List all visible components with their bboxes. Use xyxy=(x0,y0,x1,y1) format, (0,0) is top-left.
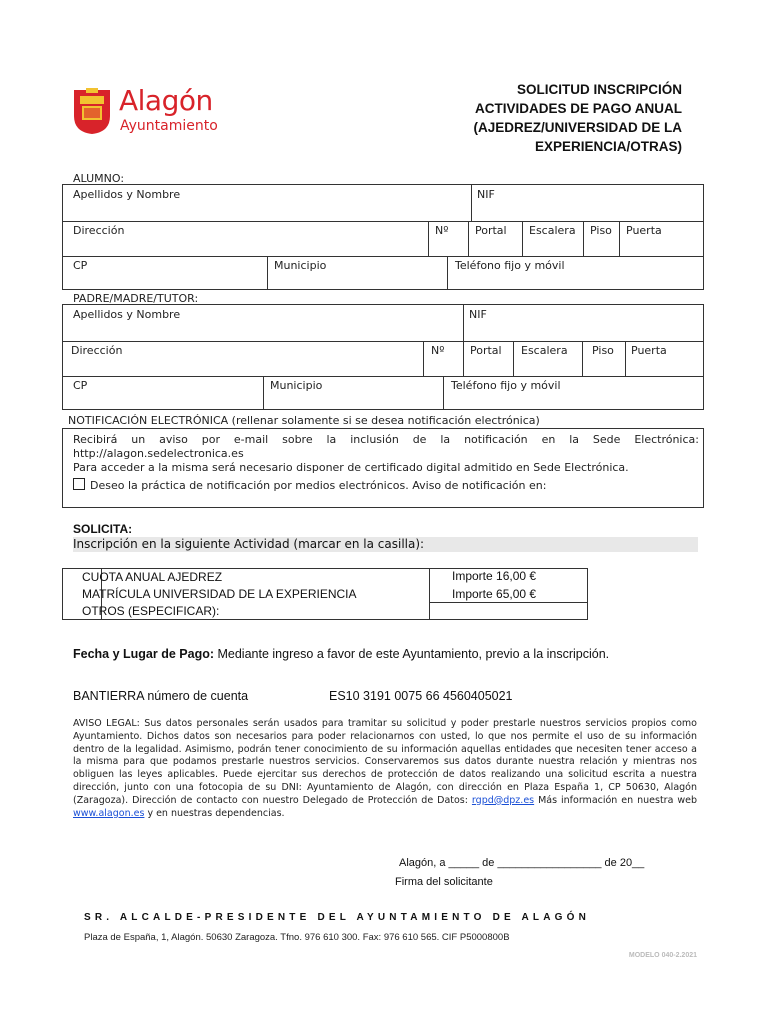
tutor-piso-field[interactable]: Piso xyxy=(592,344,614,357)
tutor-apellidos-field[interactable]: Apellidos y Nombre xyxy=(73,308,181,321)
alumno-portal-field[interactable]: Portal xyxy=(475,224,507,237)
tutor-direccion-field[interactable]: Dirección xyxy=(71,344,123,357)
model-code: MODELO 040-2.2021 xyxy=(628,952,697,959)
alumno-municipio-field[interactable]: Municipio xyxy=(274,259,327,272)
tutor-escalera-field[interactable]: Escalera xyxy=(521,344,568,357)
tutor-table xyxy=(62,304,704,410)
activity-ajedrez[interactable]: CUOTA ANUAL AJEDREZ xyxy=(82,570,223,584)
footer-address: Plaza de España, 1, Alagón. 50630 Zaragoza. Tfno. 976 610 300. Fax: 976 610 565. CIF P5000800B xyxy=(84,932,510,943)
importe-universidad: Importe 65,00 € xyxy=(452,587,537,601)
signature-label: Firma del solicitante xyxy=(395,876,493,888)
notificacion-line-1: Recibirá un aviso por e-mail sobre la inclusión de la notificación en la Sede Electrónica: xyxy=(73,433,699,446)
alumno-num-field[interactable]: Nº xyxy=(435,224,449,237)
notificacion-section-label: NOTIFICACIÓN ELECTRÓNICA (rellenar solamente si se desea notificación electrónica) xyxy=(68,414,540,427)
logo-name: Alagón xyxy=(119,84,213,117)
solicita-subtitle: Inscripción en la siguiente Actividad (marcar en la casilla): xyxy=(73,537,698,552)
page-title: SOLICITUD INSCRIPCIÓN ACTIVIDADES DE PAGO ANUAL (AJEDREZ/UNIVERSIDAD DE LA EXPERIENCIA/OTRAS) xyxy=(473,82,682,154)
alumno-cp-field[interactable]: CP xyxy=(73,259,88,272)
activity-universidad[interactable]: MATRÍCULA UNIVERSIDAD DE LA EXPERIENCIA xyxy=(82,587,357,601)
tutor-nif-field[interactable]: NIF xyxy=(469,308,487,321)
legal-notice: AVISO LEGAL: Sus datos personales serán usados para tramitar su solicitud y poder prestarle nuestros servicios propios como Ayuntamiento. Dichos datos son necesarios para poder relacionarnos con usted, lo que nos permite el uso de su información dentro de la legalidad. Asimismo, podrán tener conocimiento de su información aquellas entidades que necesiten tener acceso a la misma para que podamos prestarle nuestros servicios. Conservaremos sus datos durante nuestra relación y mientras nos obliguen las leyes aplicables. Puede ejercitar sus derechos de protección de datos realizando una solicitud escrita a nuestra dirección, junto con una fotocopia de su DNI: Ayuntamiento de Alagón, con dirección en Plaza España 1, CP 50630, Alagón (Zaragoza). Dirección de contacto con nuestro Delegado de Protección de Datos: rgpd@dpz.es Más información en nuestra web www.alagon.es y en nuestras dependencias. xyxy=(73,718,698,819)
website-link[interactable]: www.alagon.es xyxy=(73,807,145,819)
solicita-title: SOLICITA: xyxy=(73,522,133,536)
alumno-section-label: ALUMNO: xyxy=(73,172,125,185)
alumno-piso-field[interactable]: Piso xyxy=(590,224,612,237)
date-place-line[interactable]: Alagón, a _____ de _________________ de 20__ xyxy=(399,857,645,869)
tutor-num-field[interactable]: Nº xyxy=(431,344,445,357)
dpo-email-link[interactable]: rgpd@dpz.es xyxy=(471,794,535,806)
tutor-municipio-field[interactable]: Municipio xyxy=(270,379,323,392)
alumno-puerta-field[interactable]: Puerta xyxy=(626,224,662,237)
notificacion-box xyxy=(62,428,704,508)
addressee: SR. ALCALDE-PRESIDENTE DEL AYUNTAMIENTO DE ALAGÓN xyxy=(84,912,591,923)
notificacion-line-3: Para acceder a la misma será necesario disponer de certificado digital admitido en Sede Electrónica. xyxy=(73,461,629,474)
bank-account-number: ES10 3191 0075 66 4560405021 xyxy=(329,689,513,703)
payment-info: Fecha y Lugar de Pago: Mediante ingreso a favor de este Ayuntamiento, previo a la inscripción. xyxy=(73,647,610,661)
tutor-puerta-field[interactable]: Puerta xyxy=(631,344,667,357)
bank-label: BANTIERRA número de cuenta xyxy=(73,689,249,703)
alumno-nif-field[interactable]: NIF xyxy=(477,188,495,201)
alumno-table xyxy=(62,184,704,290)
importe-ajedrez: Importe 16,00 € xyxy=(452,569,537,583)
alumno-escalera-field[interactable]: Escalera xyxy=(529,224,576,237)
tutor-portal-field[interactable]: Portal xyxy=(470,344,502,357)
tutor-cp-field[interactable]: CP xyxy=(73,379,88,392)
notificacion-url: http://alagon.sedelectronica.es xyxy=(73,447,244,460)
alumno-apellidos-field[interactable]: Apellidos y Nombre xyxy=(73,188,181,201)
notificacion-checkbox[interactable] xyxy=(73,478,85,490)
alumno-direccion-field[interactable]: Dirección xyxy=(73,224,125,237)
activity-otros[interactable]: OTROS (ESPECIFICAR): xyxy=(82,604,220,618)
logo-subtitle: Ayuntamiento xyxy=(120,118,218,134)
coat-of-arms-icon xyxy=(72,86,112,136)
alumno-telefono-field[interactable]: Teléfono fijo y móvil xyxy=(455,259,565,272)
tutor-section-label: PADRE/MADRE/TUTOR: xyxy=(73,292,199,305)
tutor-telefono-field[interactable]: Teléfono fijo y móvil xyxy=(451,379,561,392)
notificacion-checkbox-label: Deseo la práctica de notificación por medios electrónicos. Aviso de notificación en: xyxy=(90,479,547,492)
